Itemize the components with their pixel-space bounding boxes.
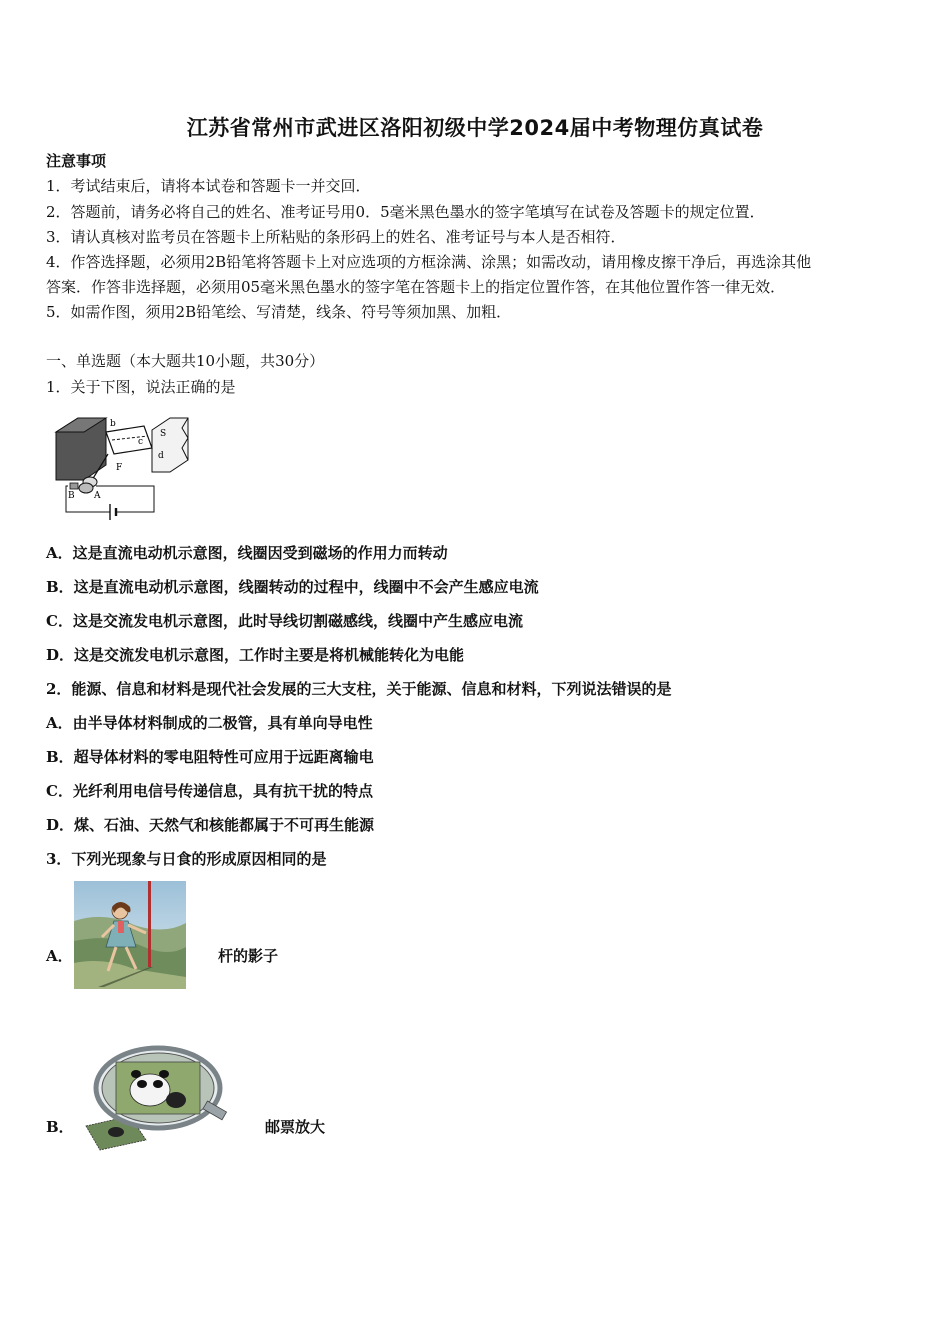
girl-pole-shadow-icon: [74, 881, 186, 989]
notice-item: 1．考试结束后，请将本试卷和答题卡一并交回．: [46, 177, 371, 195]
q2-option-c: C．光纤利用电信号传递信息，具有抗干扰的特点: [46, 782, 373, 800]
label-s: S: [160, 429, 167, 439]
notice-item: 4．作答选择题，必须用2B铅笔将答题卡上对应选项的方框涂满、涂黑；如需改动，请用橡皮擦干净后，再选涂其他: [46, 253, 812, 271]
notice-item: 3．请认真核对监考员在答题卡上所粘贴的条形码上的姓名、准考证号与本人是否相符．: [46, 228, 626, 246]
label-B: B: [68, 491, 75, 501]
q1-option-c: C．这是交流发电机示意图，此时导线切割磁感线，线圈中产生感应电流: [46, 612, 523, 630]
q1-option-a: A．这是直流电动机示意图，线圈因受到磁场的作用力而转动: [46, 544, 448, 562]
notice-item: 5．如需作图，须用2B铅笔绘、写清楚，线条、符号等须加黑、加粗．: [46, 303, 512, 321]
label-d: d: [158, 451, 164, 461]
q1-option-b: B．这是直流电动机示意图，线圈转动的过程中，线圈中不会产生感应电流: [46, 578, 539, 596]
q2-option-d: D．煤、石油、天然气和核能都属于不可再生能源: [46, 816, 375, 834]
motor-diagram-icon: [48, 410, 193, 525]
q3-option-a-label: A．: [46, 947, 73, 965]
q1-option-d: D．这是交流发电机示意图，工作时主要是将机械能转化为电能: [46, 646, 465, 664]
page-title: 江苏省常州市武进区洛阳初级中学2024届中考物理仿真试卷: [186, 116, 764, 140]
q3-option-b-label: B．: [46, 1118, 74, 1136]
label-b: b: [110, 419, 116, 429]
magnifier-stamp-icon: [80, 1040, 230, 1155]
q3-stem: 3．下列光现象与日食的形成原因相同的是: [46, 850, 327, 868]
label-A: A: [94, 491, 101, 501]
notice-item: 答案．作答非选择题，必须用05毫米黑色墨水的签字笔在答题卡上的指定位置作答，在其他位置作答一律无效．: [46, 278, 786, 296]
q2-option-a: A．由半导体材料制成的二极管，具有单向导电性: [46, 714, 373, 732]
q2-option-b: B．超导体材料的零电阻特性可应用于远距离输电: [46, 748, 374, 766]
notice-heading: 注意事项: [46, 152, 107, 170]
q3-option-a-text: 杆的影子: [218, 947, 279, 965]
q1-stem: 1．关于下图，说法正确的是: [46, 378, 236, 396]
label-f: F: [116, 463, 123, 473]
q3-option-b-text: 邮票放大: [265, 1118, 326, 1136]
section-heading: 一、单选题（本大题共10小题，共30分）: [46, 352, 325, 370]
q2-stem: 2．能源、信息和材料是现代社会发展的三大支柱，关于能源、信息和材料，下列说法错误的是: [46, 680, 672, 698]
notice-item: 2．答题前，请务必将自己的姓名、准考证号用0．5毫米黑色墨水的签字笔填写在试卷及答题卡的规定位置．: [46, 203, 765, 221]
label-c: c: [138, 437, 144, 447]
